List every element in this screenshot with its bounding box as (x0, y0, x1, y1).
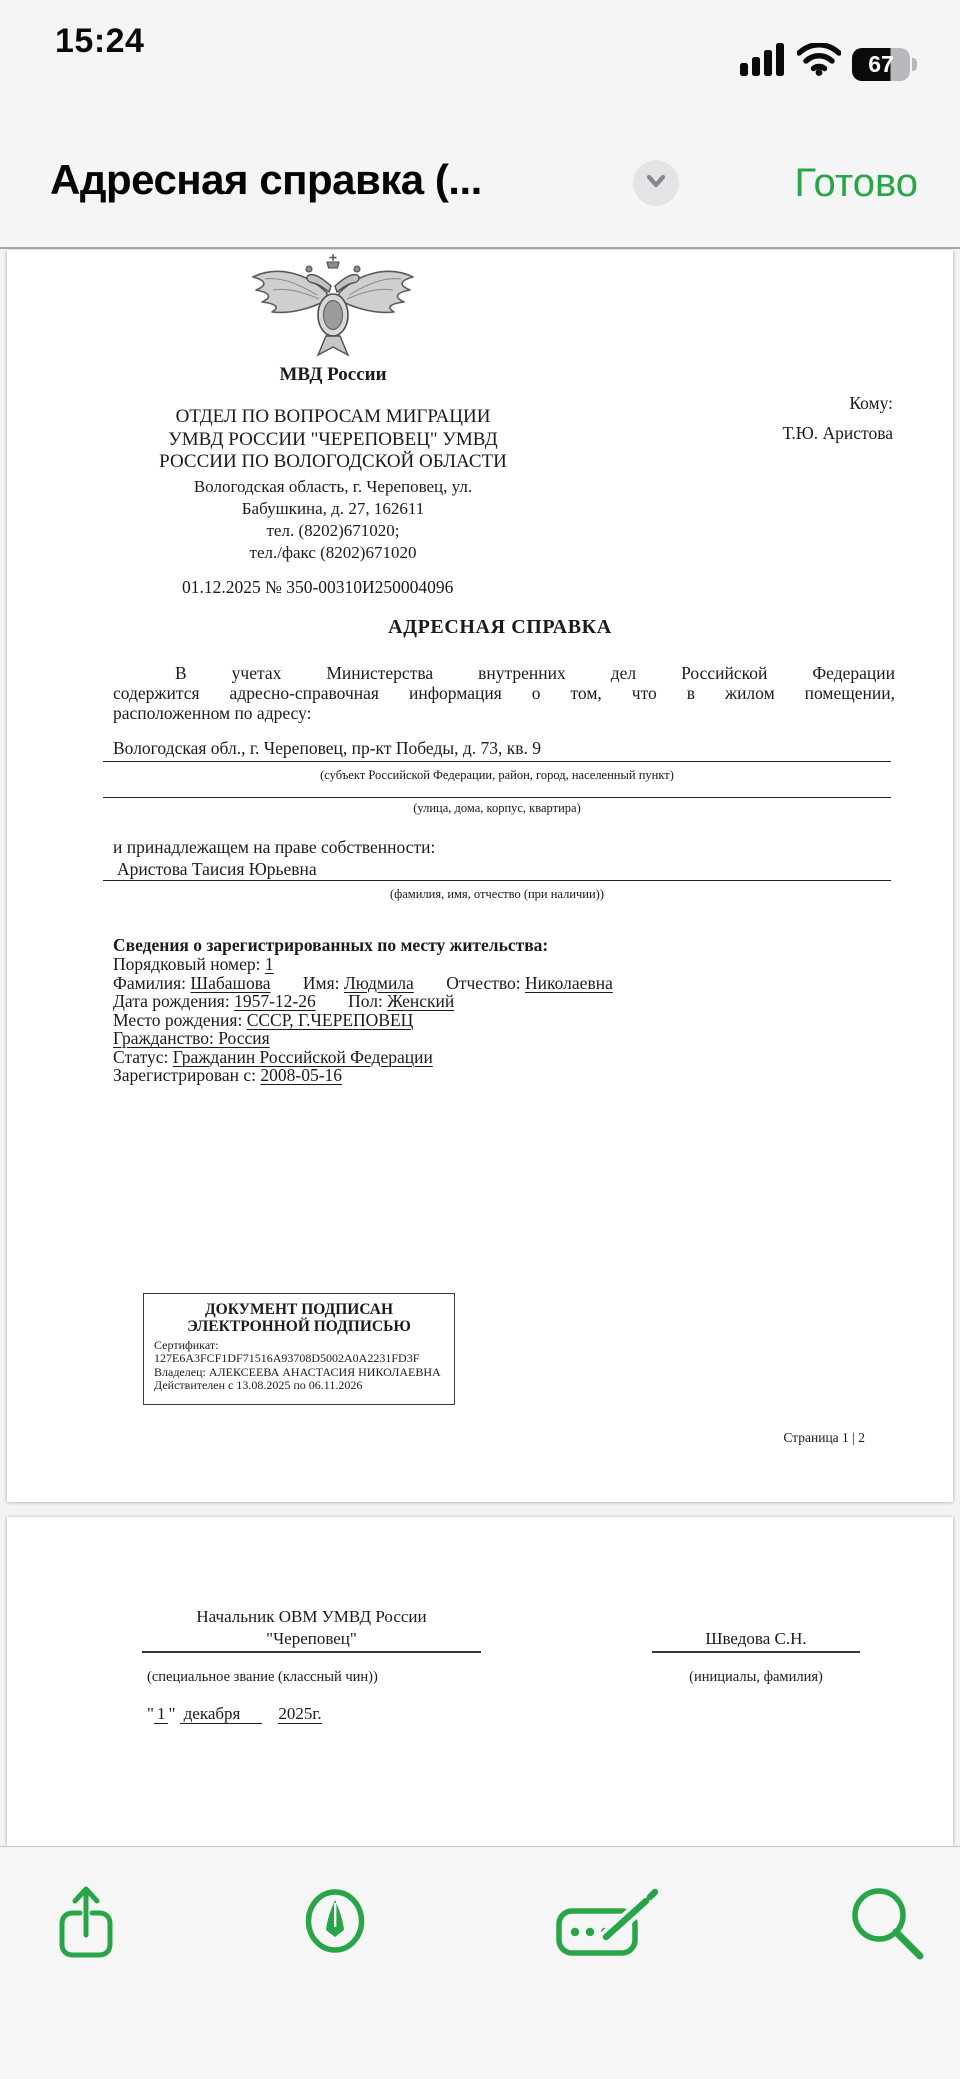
org-address-line: Бабушкина, д. 27, 162611 (241, 498, 425, 518)
search-icon (851, 1887, 925, 1961)
signature-icon (556, 1887, 662, 1957)
stamp-validity: Действителен с 13.08.2025 по 06.11.2026 (154, 1378, 363, 1393)
share-button[interactable] (56, 1883, 116, 1961)
bottom-toolbar (0, 1846, 960, 2079)
chevron-down-icon (641, 166, 671, 201)
addressee-name: Т.Ю. Аристова (782, 423, 893, 443)
letterhead (123, 250, 543, 564)
document-page-2 (7, 1517, 953, 1846)
share-icon (56, 1883, 116, 1961)
field-value: Гражданство: Россия (113, 1028, 270, 1048)
date-close-quote: " (168, 1704, 176, 1723)
ownership-intro: и принадлежащем на праве собственности: (113, 837, 436, 857)
done-button[interactable]: Готово (794, 161, 918, 205)
field-label: Порядковый номер: (113, 954, 265, 974)
field-label: Пол: (348, 991, 388, 1011)
field-value: 1 (264, 954, 274, 974)
status-icons (740, 42, 910, 81)
field-value: 2008-05-16 (260, 1065, 343, 1085)
registered-row (113, 1066, 613, 1085)
signer-title-caption: (специальное звание (классный чин)) (147, 1669, 378, 1685)
registered-row (113, 955, 613, 974)
signer-name-block: Шведова С.Н. (652, 1628, 860, 1653)
owner-caption: (фамилия, имя, отчество (при наличии)) (389, 887, 604, 901)
wifi-icon (797, 43, 841, 81)
signer-title-block (142, 1606, 481, 1653)
date-open-quote: " (147, 1704, 154, 1723)
field-value: Людмила (343, 972, 414, 993)
street-blank-line (103, 796, 891, 798)
field-value: СССР, Г.ЧЕРЕПОВЕЦ (246, 1009, 414, 1030)
date-year: 2025г. (278, 1704, 322, 1723)
field-value: Шабашова (190, 972, 271, 993)
doc-title: АДРЕСНАЯ СПРАВКА (388, 616, 612, 638)
org-name-line: УМВД РОССИИ "ЧЕРЕПОВЕЦ" УМВД (168, 428, 498, 450)
registered-row (113, 1048, 613, 1067)
mvd-eagle-emblem (123, 253, 543, 362)
org-address (123, 476, 543, 564)
signer-name-caption: (инициалы, фамилия) (689, 1669, 823, 1685)
markup-pen-icon (303, 1889, 367, 1953)
signer-title-line: "Череповец" (266, 1629, 357, 1648)
address-value-line: Вологодская обл., г. Череповец, пр-кт Победы, д. 73, кв. 9 (103, 736, 891, 762)
registered-row (113, 1029, 613, 1048)
address-caption: (субъект Российской Федерации, район, город, населенный пункт) (320, 768, 674, 782)
org-address-line: тел./факс (8202)671020 (249, 542, 417, 562)
field-label: Имя: (302, 972, 344, 993)
battery-percent: 67 (868, 51, 894, 77)
page-indicator: Страница 1 | 2 (783, 1430, 865, 1445)
intro-paragraph-line: В учетах Министерства внутренних дел Российской Федерации (175, 663, 895, 683)
intro-paragraph (113, 663, 895, 723)
battery-nub (912, 58, 917, 71)
doc-number-line: 01.12.2025 № 350-00310И250004096 (182, 577, 454, 597)
org-name-line: РОССИИ ПО ВОЛОГОДСКОЙ ОБЛАСТИ (159, 451, 507, 472)
field-label: Дата рождения: (113, 991, 235, 1011)
signer-title-line: Начальник ОВМ УМВД России (196, 1607, 427, 1626)
stamp-title-line: ДОКУМЕНТ ПОДПИСАН (204, 1301, 394, 1318)
date-day: 1 (154, 1704, 169, 1724)
addressee-block (782, 388, 893, 448)
street-caption: (улица, дома, корпус, квартира) (413, 801, 581, 815)
signature-button[interactable] (556, 1887, 662, 1957)
header-bar (0, 0, 960, 249)
registered-info (113, 955, 613, 1085)
stamp-title-line: ЭЛЕКТРОННОЙ ПОДПИСЬЮ (187, 1318, 411, 1335)
field-label: Фамилия: (113, 972, 191, 993)
field-label: Статус: (113, 1046, 173, 1067)
registered-row (113, 974, 613, 993)
signature-date (147, 1704, 322, 1724)
org-address-line: Вологодская область, г. Череповец, ул. (193, 476, 473, 496)
org-name (123, 406, 543, 474)
battery-icon (852, 48, 910, 81)
title-menu-button[interactable] (633, 160, 679, 206)
stamp-cert-label: Сертификат: (154, 1338, 219, 1352)
digital-signature-stamp (143, 1293, 455, 1405)
field-value: 1957-12-26 (234, 991, 316, 1011)
status-time: 15:24 (55, 22, 145, 60)
registered-row (113, 992, 613, 1011)
field-value: Женский (387, 991, 455, 1011)
registered-heading: Сведения о зарегистрированных по месту жительства: (113, 935, 549, 955)
stamp-cert-value: 127E6A3FCF1DF71516A93708D5002A0A2231FD3F (154, 1351, 420, 1366)
registered-row (113, 1011, 613, 1030)
org-name-line: ОТДЕЛ ПО ВОПРОСАМ МИГРАЦИИ (175, 406, 491, 427)
addressee-label: Кому: (849, 393, 893, 413)
emblem-caption: МВД России (279, 364, 387, 385)
field-label: Зарегистрирован с: (113, 1065, 261, 1085)
document-title[interactable]: Адресная справка (... (50, 156, 482, 203)
markup-button[interactable] (303, 1889, 367, 1953)
field-label: Отчество: (446, 972, 526, 993)
intro-paragraph-line: содержится адресно-справочная информация о том, что в жилом помещении, (113, 683, 895, 703)
stamp-owner: Владелец: АЛЕКСЕЕВА АНАСТАСИЯ НИКОЛАЕВНА (154, 1364, 441, 1379)
org-address-line: тел. (8202)671020; (266, 520, 400, 540)
field-value: Николаевна (525, 972, 613, 993)
document-page-1 (7, 250, 953, 1502)
cellular-signal-icon (740, 42, 786, 81)
owner-value-line: Аристова Таисия Юрьевна (103, 858, 891, 881)
date-month: декабря (180, 1704, 263, 1724)
field-label: Место рождения: (113, 1009, 247, 1030)
search-button[interactable] (851, 1887, 925, 1961)
intro-paragraph-line: расположенном по адресу: (113, 703, 312, 723)
field-value: Гражданин Российской Федерации (172, 1046, 433, 1067)
